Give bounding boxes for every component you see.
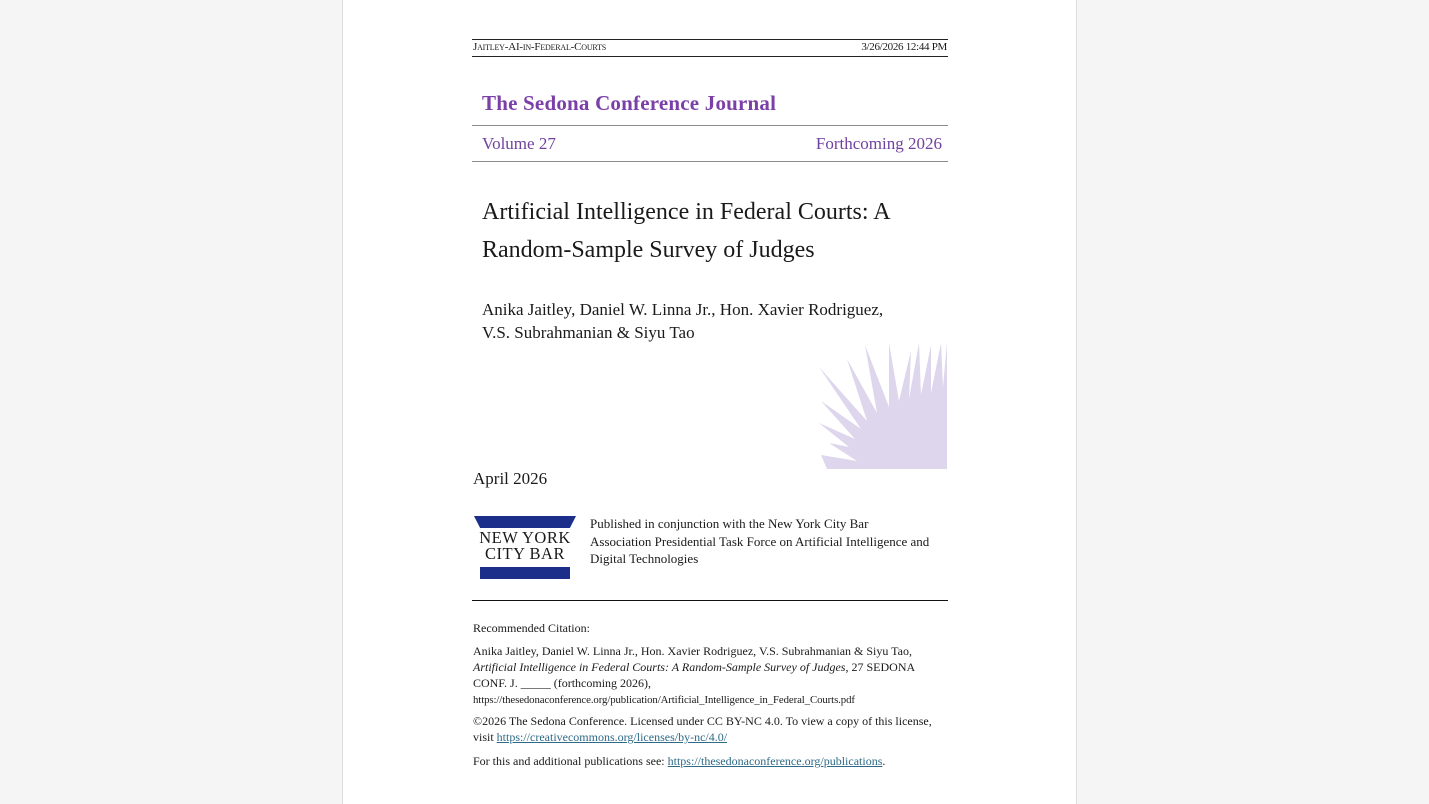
volume-bar xyxy=(472,125,948,162)
citation-title: Artificial Intelligence in Federal Courts: A Random-Sample Survey of Judges xyxy=(473,660,846,674)
partner-note: Published in conjunction with the New York City Bar Association Presidential Task Force on Artificial Intelligence and Digital Technologies xyxy=(590,516,930,566)
authors-line: Anika Jaitley, Daniel W. Linna Jr., Hon. Xavier Rodriguez, xyxy=(482,300,884,319)
logo-bar-bottom xyxy=(480,567,570,579)
decorative-agave-art-icon xyxy=(819,343,947,469)
running-head-timestamp: 3/26/2026 12:44 PM xyxy=(861,41,947,53)
document-page xyxy=(342,0,1077,804)
divider xyxy=(472,600,948,601)
journal-title: The Sedona Conference Journal xyxy=(482,91,777,115)
running-head xyxy=(472,39,948,57)
article-title-line: Artificial Intelligence in Federal Courts: A xyxy=(482,199,891,225)
logo-text-line: CITY BAR xyxy=(485,544,565,563)
more-text: For this and additional publications see: xyxy=(473,754,668,768)
more-publications xyxy=(473,753,949,769)
nyc-bar-logo xyxy=(474,516,576,579)
license-notice xyxy=(473,713,949,745)
logo-text xyxy=(474,530,576,562)
authors-line: V.S. Subrahmanian & Siyu Tao xyxy=(482,323,695,342)
volume-label: Volume 27 xyxy=(482,133,556,153)
license-text: ©2026 The Sedona Conference. Licensed under CC BY-NC 4.0. To view a copy of this license, visit xyxy=(473,714,932,744)
more-trailing: . xyxy=(882,754,886,768)
citation-label: Recommended Citation: xyxy=(473,621,590,635)
citation-authors: Anika Jaitley, Daniel W. Linna Jr., Hon. Xavier Rodriguez, V.S. Subrahmanian & Siyu Tao, xyxy=(473,644,912,658)
citation-url: https://thesedonaconference.org/publication/Artificial_Intelligence_in_Federal_Courts.pdf xyxy=(473,694,855,706)
logo-bar-top xyxy=(474,516,576,528)
logo-text-line: NEW YORK xyxy=(479,528,571,547)
license-link[interactable]: https://creativecommons.org/licenses/by-nc/4.0/ xyxy=(496,730,728,744)
citation-body xyxy=(473,643,949,708)
article-authors xyxy=(482,298,942,344)
article-title-line: Random-Sample Survey of Judges xyxy=(482,237,815,263)
running-head-slug: Jaitley-AI-in-Federal-Courts xyxy=(473,41,607,53)
publication-date: April 2026 xyxy=(473,469,548,488)
article-title xyxy=(482,193,942,269)
citation-source: , 27 SEDONA CONF. J. _____ (forthcoming 2026), xyxy=(473,660,915,690)
publications-link[interactable]: https://thesedonaconference.org/publications xyxy=(667,754,883,768)
publication-status: Forthcoming 2026 xyxy=(815,133,942,153)
